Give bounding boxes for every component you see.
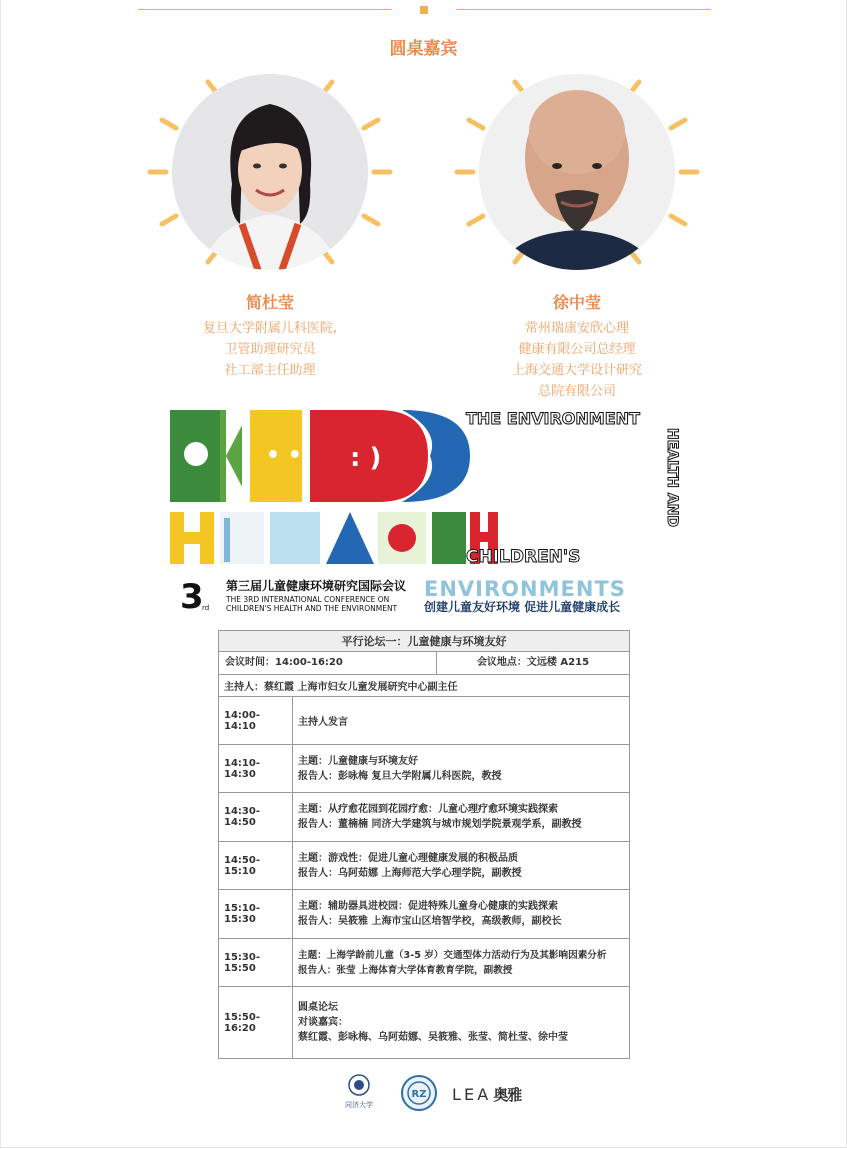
conference-title-en-2: CHILDREN'S HEALTH AND THE ENVIRONMENT xyxy=(226,604,398,613)
row-speaker: 报告人：乌阿茹娜 上海师范大学心理学院，副教授 xyxy=(298,867,522,879)
tongji-emblem-icon xyxy=(347,1074,371,1096)
conference-title-cn: 第三届儿童健康环境研究国际会议 xyxy=(226,579,407,593)
table-row xyxy=(293,939,630,987)
kids-letters: K xyxy=(475,428,476,429)
host-info: 主持人：蔡红霞 上海市妇女儿童发展研究中心副主任 xyxy=(219,675,630,697)
row-time: 14:30-14:50 xyxy=(219,793,293,842)
section-title: 圆桌嘉宾 xyxy=(389,39,458,59)
row-speaker: 报告人：彭咏梅 复旦大学附属儿科医院，教授 xyxy=(298,770,502,782)
circle-logo-icon xyxy=(400,1074,438,1112)
svg-text:RZ: RZ xyxy=(411,1089,427,1100)
lea-logo xyxy=(452,1084,521,1105)
table-row xyxy=(293,842,630,890)
table-row xyxy=(293,987,630,1059)
row-speaker: 报告人：董楠楠 同济大学建筑与城市规划学院景观学系，副教授 xyxy=(298,819,582,830)
meeting-location: 会议地点：文远楼 A215 xyxy=(476,657,590,668)
third-number: 3 xyxy=(180,577,204,617)
conference-poster xyxy=(170,410,680,620)
guest-affiliation-line: 健康有限公司总经理 xyxy=(518,342,636,357)
meeting-time: 会议时间：14:00-16:20 xyxy=(219,652,437,674)
divider-right xyxy=(456,9,711,10)
row-speaker: 报告人：张莹 上海体育大学体育教育学院，副教授 xyxy=(298,964,513,976)
row-guests: 蔡红霞、彭咏梅、乌阿茹娜、吴筱雅、张莹、简杜莹、徐中莹 xyxy=(298,1032,568,1043)
guest-affiliation-line: 总院有限公司 xyxy=(537,384,616,399)
table-row xyxy=(293,793,630,842)
environments-text: ENVIRONMENTS xyxy=(424,577,626,601)
arc-side-text: HEALTH AND xyxy=(664,428,680,528)
guest-affiliation-line: 复旦大学附属儿科医院, xyxy=(202,321,338,336)
row-time: 14:00-14:10 xyxy=(219,697,293,745)
schedule-title: 平行论坛一：儿童健康与环境友好 xyxy=(219,631,630,652)
row-topic: 主题：上海学龄前儿童（3-5 岁）交通型体力活动行为及其影响因素分析 xyxy=(298,949,607,961)
lea-text: L E A xyxy=(452,1085,488,1104)
guest-affiliation-line: 上海交通大学设计研究 xyxy=(511,363,642,378)
row-topic: 主题：儿童健康与环境友好 xyxy=(298,755,418,767)
arc-top-text: THE ENVIRONMENT xyxy=(466,410,640,428)
conference-title-en-1: THE 3RD INTERNATIONAL CONFERENCE ON xyxy=(226,595,390,604)
row-topic: 主题：辅助器具进校园：促进特殊儿童身心健康的实践探索 xyxy=(298,901,558,912)
row-time: 15:30-15:50 xyxy=(219,939,293,987)
third-suffix: rd xyxy=(202,604,210,612)
row-topic: 主题：从疗愈花园到花园疗愈：儿童心理疗愈环境实践探索 xyxy=(298,804,558,815)
row-subtitle: 对谈嘉宾： xyxy=(298,1017,348,1028)
guest-photo xyxy=(172,74,368,270)
childrens-text: CHILDREN'S xyxy=(466,547,581,567)
row-topic: 圆桌论坛 xyxy=(298,1002,338,1013)
schedule-table-wrap xyxy=(218,630,630,1059)
health-word: H xyxy=(170,410,171,411)
tongji-logo xyxy=(340,1074,378,1114)
svg-text:• •: • • xyxy=(266,443,302,468)
guest-name: 简杜莹 xyxy=(245,293,294,312)
row-topic: 主题：游戏性：促进儿童心理健康发展的积极品质 xyxy=(298,852,518,864)
tongji-label: 同济大学 xyxy=(345,1101,373,1109)
guest-affiliation-line: 社工部主任助理 xyxy=(224,363,316,378)
schedule-table xyxy=(218,630,630,1059)
table-row xyxy=(293,697,630,745)
row-text: 主持人发言 xyxy=(298,717,348,728)
guest-affiliation-line: 常州瑞康安欣心理 xyxy=(524,321,629,336)
row-time: 14:10-14:30 xyxy=(219,745,293,793)
divider-dot xyxy=(420,6,428,14)
aoya-text: 奥雅 xyxy=(493,1086,522,1104)
svg-text:: ): : ) xyxy=(350,443,382,473)
guest-photo xyxy=(479,74,675,270)
slogan-text: 创建儿童友好环境 促进儿童健康成长 xyxy=(424,600,621,614)
row-speaker: 报告人：吴筱雅 上海市宝山区培智学校，高级教师，副校长 xyxy=(298,916,562,927)
guest-name: 徐中莹 xyxy=(552,293,601,312)
divider-left xyxy=(138,9,392,10)
row-time: 14:50-15:10 xyxy=(219,842,293,890)
row-time: 15:50-16:20 xyxy=(219,987,293,1059)
row-time: 15:10-15:30 xyxy=(219,890,293,939)
sponsor-logos xyxy=(0,1074,847,1114)
table-row xyxy=(293,890,630,939)
table-row xyxy=(293,745,630,793)
guest-affiliation-line: 卫管助理研究员 xyxy=(224,342,316,357)
